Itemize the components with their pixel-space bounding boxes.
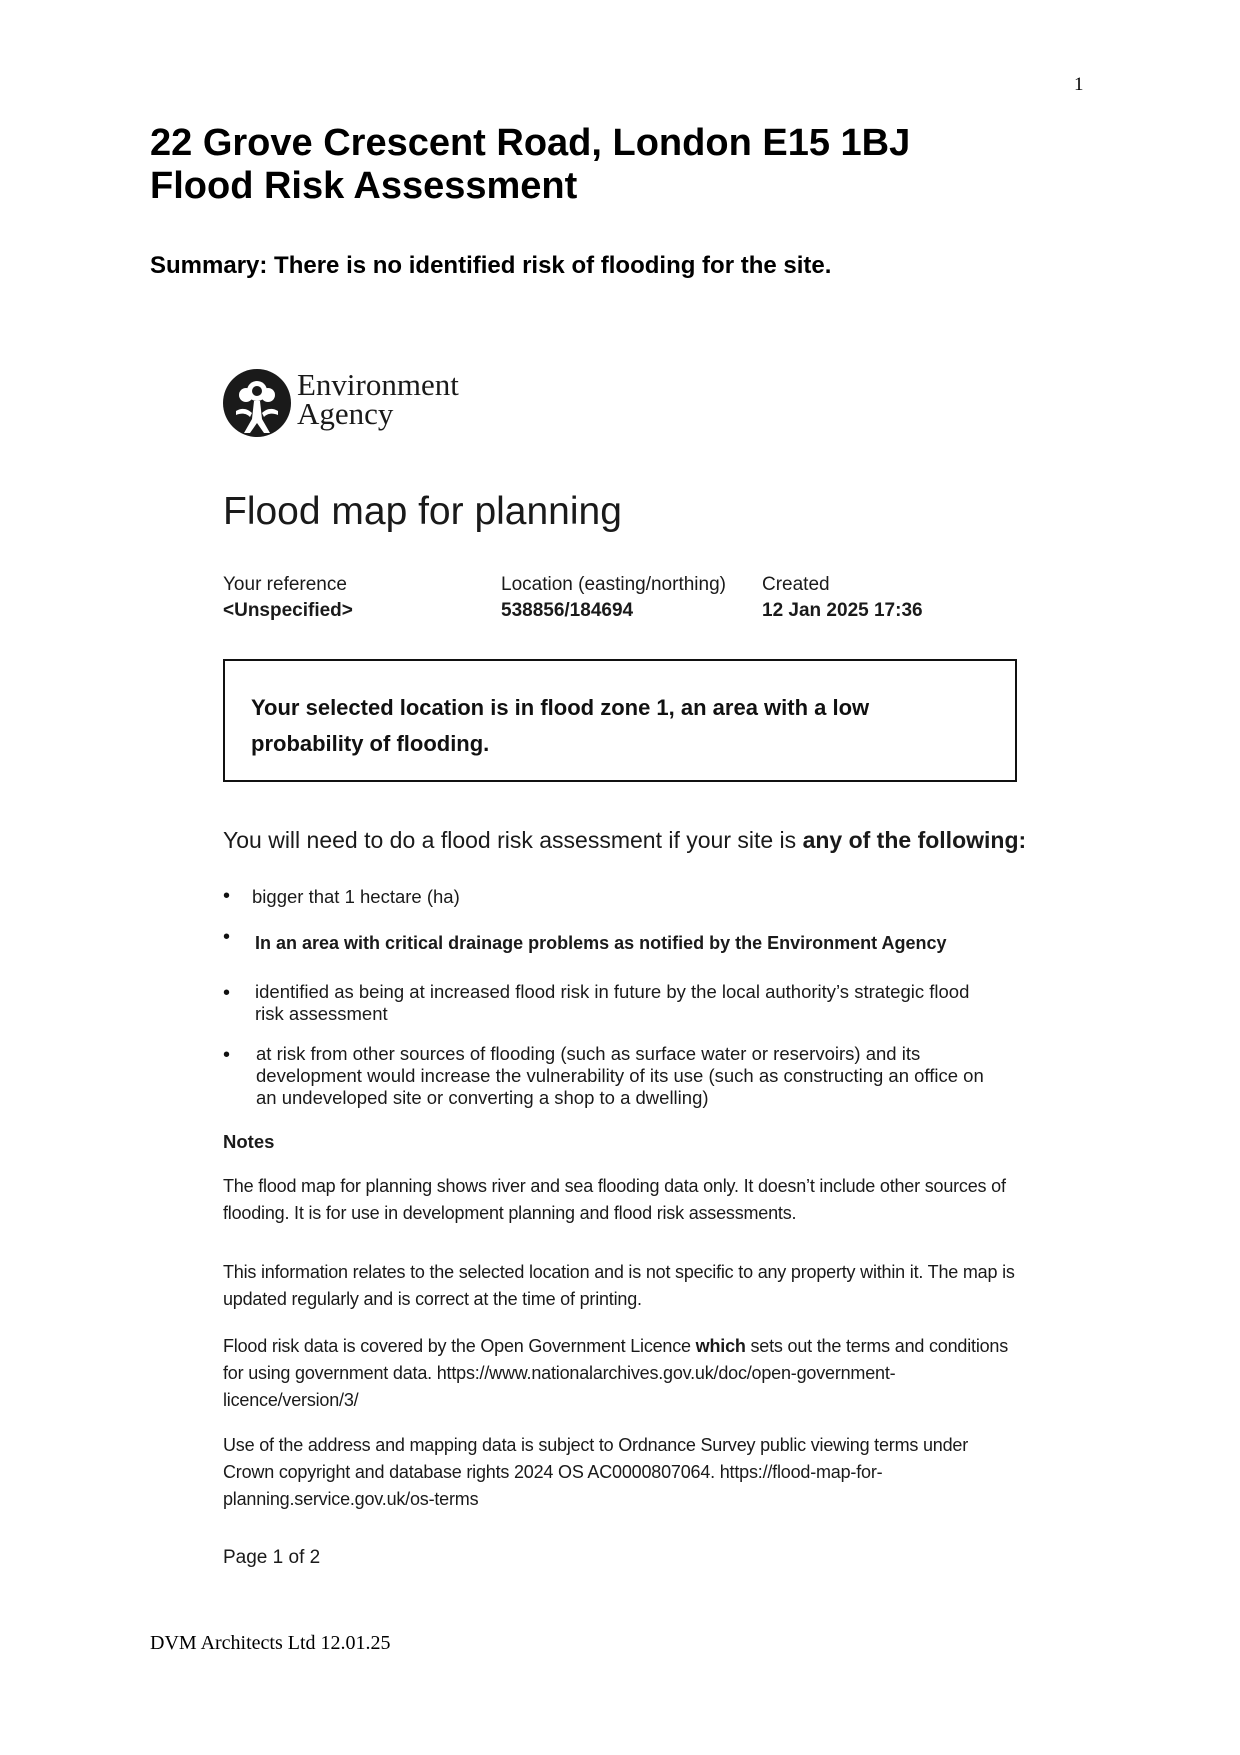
flood-zone-line2: probability of flooding.	[251, 731, 490, 756]
note-paragraph: The flood map for planning shows river and sea flooding data only. It doesn’t include other sources of flooding. It is for use in development planning and flood risk assessments.	[223, 1176, 1006, 1223]
assessment-intro	[223, 827, 1026, 854]
bullet-item: identified as being at increased flood risk in future by the local authority’s strategic flood risk assessment	[255, 981, 970, 1024]
flood-zone-box	[223, 659, 1017, 782]
agency-wordmark	[297, 367, 459, 431]
location-label: Location (easting/northing)	[501, 574, 726, 595]
document-title-line1: 22 Grove Crescent Road, London E15 1BJ	[150, 122, 911, 164]
reference-block	[223, 572, 353, 624]
document-title	[150, 122, 910, 208]
note-paragraph: Use of the address and mapping data is subject to Ordnance Survey public viewing terms under Crown copyright and database rights 2024 OS AC0000807064. https://flood-map-for-planning.service.gov.uk/os-terms	[223, 1435, 969, 1509]
location-value: 538856/184694	[501, 600, 634, 621]
bullet-icon: •	[223, 885, 231, 907]
created-label: Created	[762, 574, 830, 595]
flood-zone-line1: Your selected location is in flood zone 1, an area with a low	[251, 695, 870, 720]
page-number: 1	[1074, 74, 1084, 95]
assessment-intro-bold: any of the following:	[802, 827, 1027, 853]
note-paragraph: This information relates to the selected location and is not specific to any property within it. The map is updated regularly and is correct at the time of printing.	[223, 1262, 1015, 1309]
location-block	[501, 572, 726, 624]
bullet-icon: •	[223, 982, 231, 1004]
reference-label: Your reference	[223, 574, 347, 595]
assessment-intro-text: You will need to do a flood risk assessment if your site is	[223, 827, 797, 853]
report-title: Flood map for planning	[223, 490, 622, 533]
bullet-item: at risk from other sources of flooding (such as surface water or reservoirs) and its development would increase the vulnerability of its use (such as constructing an office on an undeveloped site or converting a shop to a dwelling)	[256, 1043, 984, 1108]
flood-zone-statement	[251, 690, 951, 762]
agency-name-line1: Environment	[297, 367, 459, 402]
agency-name-line2: Agency	[297, 396, 394, 431]
note-paragraph	[223, 1333, 1013, 1414]
reference-value: <Unspecified>	[223, 600, 353, 621]
environment-agency-logo	[222, 367, 472, 443]
note-licence-bold: which	[695, 1336, 746, 1356]
created-value: 12 Jan 2025 17:36	[762, 600, 923, 621]
tree-emblem-icon	[222, 367, 292, 439]
bullet-item: bigger that 1 hectare (ha)	[252, 886, 460, 907]
summary: Summary: There is no identified risk of flooding for the site.	[150, 252, 832, 279]
notes-heading: Notes	[223, 1131, 275, 1152]
bullet-item: In an area with critical drainage problems as notified by the Environment Agency	[255, 933, 947, 953]
bullet-icon: •	[223, 926, 231, 948]
note-licence-text-b: sets out the terms and conditions for using government data. https://www.nationalarchives.gov.uk/doc/open-government-licence/version/3/	[223, 1336, 1009, 1410]
page-indicator: Page 1 of 2	[223, 1547, 321, 1568]
note-licence-text-a: Flood risk data is covered by the Open Government Licence	[223, 1336, 691, 1356]
created-block	[762, 572, 923, 624]
document-title-line2: Flood Risk Assessment	[150, 165, 578, 207]
footer: DVM Architects Ltd 12.01.25	[150, 1632, 391, 1654]
bullet-icon: •	[223, 1044, 231, 1066]
